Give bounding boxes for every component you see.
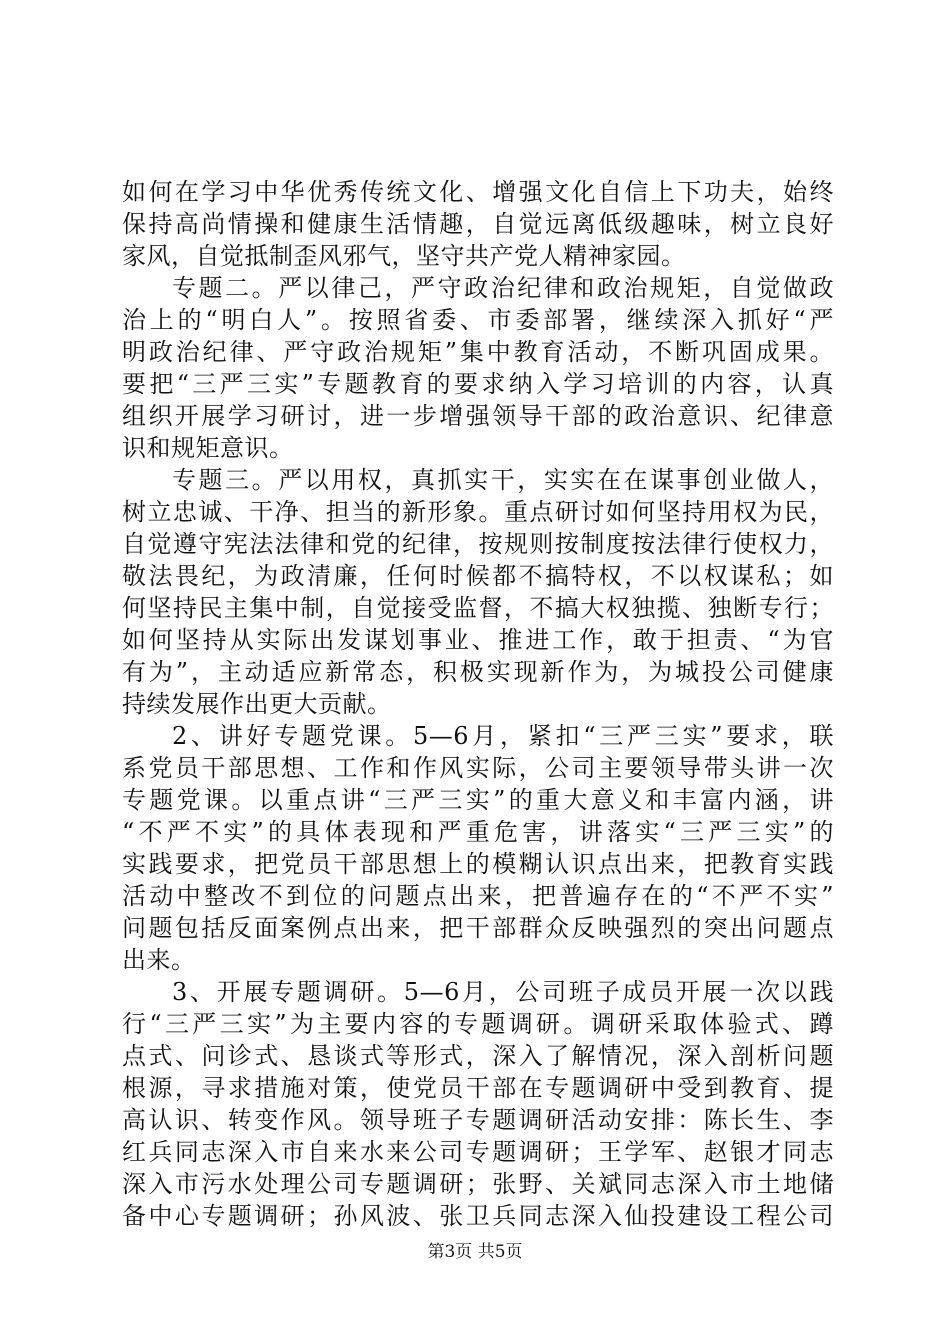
text-line: 要把“三严三实”专题教育的要求纳入学习培训的内容，认真 — [122, 370, 834, 398]
paragraph-start-line: 专题三。严以用权，真抓实干，实实在在谋事创业做人， — [172, 466, 834, 494]
text-line: 备中心专题调研；孙风波、张卫兵同志深入仙投建设工程公司 — [122, 1202, 834, 1230]
text-line: 何坚持民主集中制，自觉接受监督，不搞大权独揽、独断专行； — [122, 594, 834, 622]
paragraph-start-line: 专题二。严以律己，严守政治纪律和政治规矩，自觉做政 — [172, 274, 834, 302]
text-line: 敬法畏纪，为政清廉，任何时候都不搞特权，不以权谋私；如 — [122, 562, 834, 590]
text-line: 如何坚持从实际出发谋划事业、推进工作，敢于担责、“为官 — [122, 626, 834, 654]
text-line: 问题包括反面案例点出来，把干部群众反映强烈的突出问题点 — [122, 914, 834, 942]
text-line: 根源，寻求措施对策，使党员干部在专题调研中受到教育、提 — [122, 1074, 834, 1102]
text-line: 自觉遵守宪法法律和党的纪律，按规则按制度按法律行使权力， — [122, 530, 834, 558]
text-line: 治上的“明白人”。按照省委、市委部署，继续深入抓好“严 — [122, 306, 834, 334]
text-line: 如何在学习中华优秀传统文化、增强文化自信上下功夫，始终 — [122, 178, 834, 206]
paragraph-start-line: 3、开展专题调研。5—6月，公司班子成员开展一次以践 — [172, 978, 834, 1006]
text-line: 出来。 — [122, 946, 196, 974]
text-line: 活动中整改不到位的问题点出来，把普遍存在的“不严不实” — [122, 882, 834, 910]
document-body — [122, 176, 834, 1232]
text-line: 组织开展学习研讨，进一步增强领导干部的政治意识、纪律意 — [122, 402, 834, 430]
text-line: 深入市污水处理公司专题调研；张野、关斌同志深入市土地储 — [122, 1170, 834, 1198]
text-line: 点式、问诊式、恳谈式等形式，深入了解情况，深入剖析问题 — [122, 1042, 834, 1070]
page-number-label: 第3页 共5页 — [427, 1242, 523, 1262]
text-line: 实践要求，把党员干部思想上的模糊认识点出来，把教育实践 — [122, 850, 834, 878]
text-line: 保持高尚情操和健康生活情趣，自觉远离低级趣味，树立良好 — [122, 210, 834, 238]
text-line: 行“三严三实”为主要内容的专题调研。调研采取体验式、蹲 — [122, 1010, 834, 1038]
text-line: 红兵同志深入市自来水来公司专题调研；王学军、赵银才同志 — [122, 1138, 834, 1166]
text-line: 系党员干部思想、工作和作风实际，公司主要领导带头讲一次 — [122, 754, 834, 782]
text-line: 树立忠诚、干净、担当的新形象。重点研讨如何坚持用权为民， — [122, 498, 834, 526]
text-line: 明政治纪律、严守政治规矩”集中教育活动，不断巩固成果。 — [122, 338, 834, 366]
text-line: 持续发展作出更大贡献。 — [122, 690, 392, 718]
text-line: “不严不实”的具体表现和严重危害，讲落实“三严三实”的 — [122, 818, 834, 846]
paragraph-start-line: 2、讲好专题党课。5—6月，紧扣“三严三实”要求，联 — [172, 722, 834, 750]
text-line: 高认识、转变作风。领导班子专题调研活动安排：陈长生、李 — [122, 1106, 834, 1134]
text-line: 识和规矩意识。 — [122, 434, 294, 462]
text-line: 家风，自觉抵制歪风邪气，坚守共产党人精神家园。 — [122, 242, 686, 270]
page-footer — [0, 1240, 950, 1264]
text-line: 有为”，主动适应新常态，积极实现新作为，为城投公司健康 — [122, 658, 834, 686]
text-line: 专题党课。以重点讲“三严三实”的重大意义和丰富内涵，讲 — [122, 786, 834, 814]
